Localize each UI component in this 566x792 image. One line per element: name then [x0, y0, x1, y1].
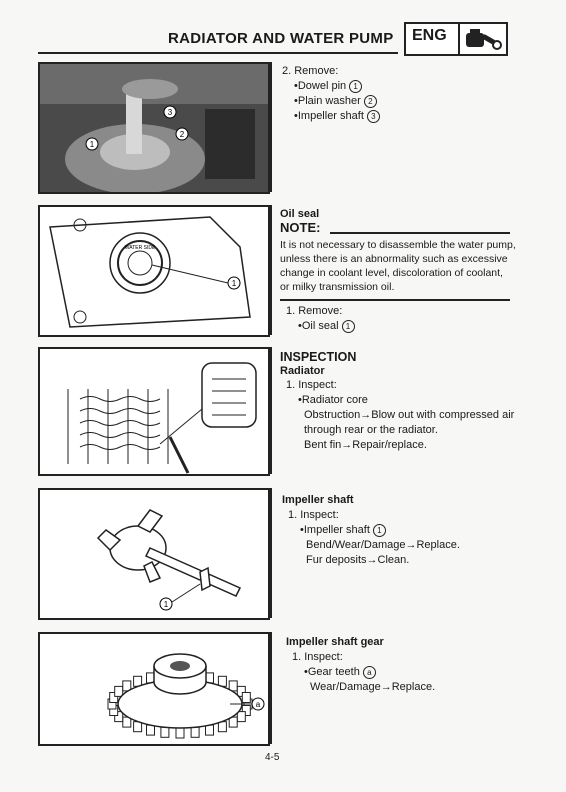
callout-1: 1 [342, 320, 355, 333]
fig2-callout-1: 1 [231, 279, 237, 288]
note-underline [330, 232, 510, 234]
column-rule-5 [270, 632, 272, 744]
gear-teeth-item: •Gear teeth a [292, 665, 518, 680]
impeller-shaft-block [288, 508, 518, 568]
section-tag-divider [458, 24, 460, 54]
impeller-shaft-line: Bend/Wear/Damage→Replace. [306, 539, 460, 551]
gear-tooth [191, 727, 199, 737]
fig1-callout-1: 1 [89, 140, 95, 149]
impeller-shaft-step: 1. Inspect: [288, 509, 339, 521]
page-number: 4-5 [265, 752, 280, 763]
fig1-callout-2: 2 [179, 130, 185, 139]
remove-item-plain-washer: •Plain washer 2 [294, 94, 380, 109]
oil-seal-illustration [40, 207, 268, 335]
impeller-gear-block [292, 650, 518, 695]
column-rule-1 [270, 62, 272, 192]
impeller-gear-step: 1. Inspect: [292, 651, 343, 663]
diagram-impeller-shaft [38, 488, 270, 620]
impeller-gear-heading: Impeller shaft gear [286, 636, 384, 648]
impeller-shaft-illustration [40, 490, 268, 618]
impeller-gear-illustration [40, 634, 268, 744]
oil-seal-heading: Oil seal [280, 208, 320, 220]
header-rule [38, 52, 398, 54]
remove-item-oil-seal: •Oil seal 1 [286, 319, 355, 334]
callout-a: a [363, 666, 376, 679]
radiator-inspect-block [286, 378, 526, 453]
fig4-callout-1: 1 [163, 600, 169, 609]
section-tag-label: ENG [412, 27, 447, 44]
radiator-core-item: •Radiator core [298, 394, 368, 406]
photo-water-pump [38, 62, 270, 194]
photo-illustration [40, 64, 268, 192]
radiator-line: Bent fin→Repair/replace. [304, 439, 427, 451]
note-body [280, 238, 516, 294]
remove-item-impeller-shaft: •Impeller shaft 3 [294, 109, 380, 124]
engine-wrench-icon [462, 25, 504, 53]
impeller-shaft-heading: Impeller shaft [282, 494, 354, 506]
oil-seal-step-label: 1. Remove: [286, 305, 343, 317]
fig5-callout-a: a [255, 700, 261, 709]
fig1-callout-3: 3 [167, 108, 173, 117]
note-line: unless there is an abnormality such as excessive [280, 253, 508, 265]
section-tag [404, 22, 508, 56]
note-bottom-rule [280, 299, 510, 301]
column-rule-3 [270, 347, 272, 474]
callout-1: 1 [349, 80, 362, 93]
column-rule-4 [270, 488, 272, 618]
callout-1: 1 [373, 524, 386, 537]
remove-item-dowel-pin: •Dowel pin 1 [294, 79, 380, 94]
note-line: change in coolant level, discoloration of coolant, [280, 267, 503, 279]
column-rule-2 [270, 205, 272, 335]
oil-seal-marking: WATER SIDE [124, 245, 156, 251]
gear-tooth [147, 725, 155, 735]
note-label: NOTE: [280, 220, 321, 235]
radiator-step-label: 1. Inspect: [286, 379, 337, 391]
radiator-illustration [40, 349, 268, 474]
diagram-radiator [38, 347, 270, 476]
gear-tooth [206, 725, 214, 735]
note-line: It is not necessary to disassemble the water pump, [280, 239, 516, 251]
impeller-shaft-line: Fur deposits→Clean. [306, 554, 410, 566]
callout-3: 3 [367, 110, 380, 123]
gear-tooth [176, 728, 184, 738]
diagram-oil-seal [38, 205, 270, 337]
gear-tooth [242, 693, 250, 703]
note-line: or milky transmission oil. [280, 281, 395, 293]
radiator-subheading: Radiator [280, 365, 325, 377]
impeller-shaft-item: •Impeller shaft 1 [288, 523, 518, 538]
callout-2: 2 [364, 95, 377, 108]
remove-step-2 [282, 64, 380, 124]
inspection-heading: INSPECTION [280, 350, 357, 364]
radiator-line: through rear or the radiator. [304, 424, 438, 436]
page-title: RADIATOR AND WATER PUMP [168, 30, 394, 47]
oil-seal-remove-step [286, 304, 355, 334]
diagram-impeller-gear [38, 632, 270, 746]
impeller-gear-line: Wear/Damage→Replace. [310, 681, 436, 693]
gear-tooth [161, 727, 169, 737]
radiator-line: Obstruction→Blow out with compressed air [304, 409, 515, 421]
remove-step-label: 2. Remove: [282, 65, 339, 77]
